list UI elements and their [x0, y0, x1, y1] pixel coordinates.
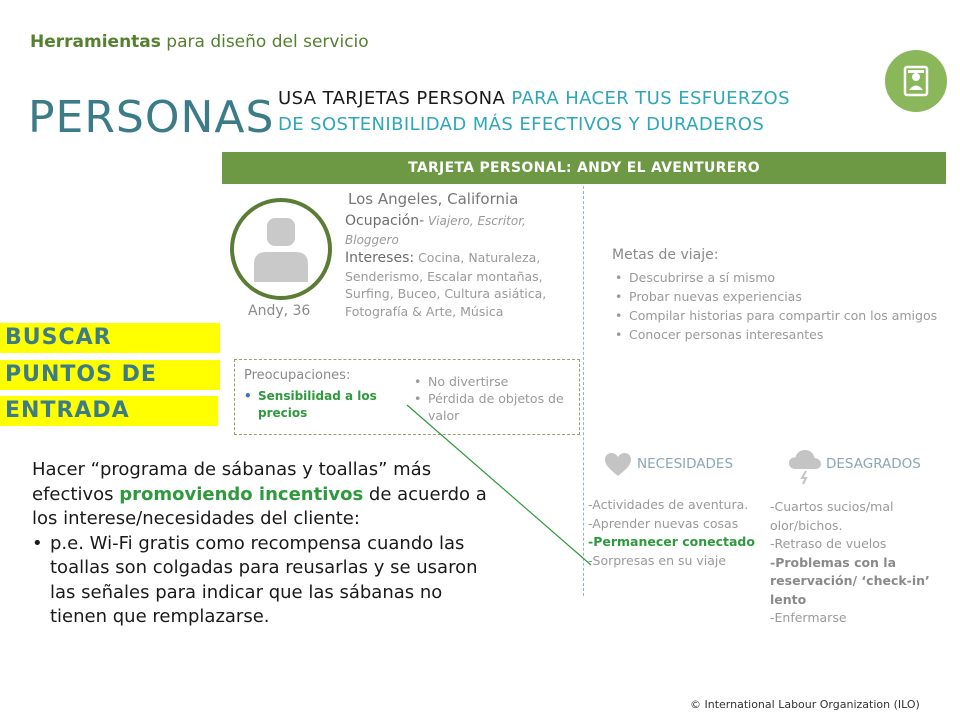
- list-item: • Probar nuevas experiencias: [615, 287, 950, 306]
- list-item-highlighted: -Permanecer conectado: [588, 534, 755, 549]
- list-item: -Cuartos sucios/mal olor/bichos.: [770, 499, 894, 533]
- body-bullet-list: [32, 532, 492, 630]
- persona-name-age: Andy, 36: [248, 303, 311, 319]
- goals-title: Metas de viaje:: [612, 247, 719, 263]
- dislikes-title: DESAGRADOS: [826, 456, 921, 472]
- interests-label: Intereses:: [345, 250, 415, 266]
- highlight-puntos-de: PUNTOS DE: [0, 360, 220, 390]
- list-item: • Pérdida de objetos de valor: [414, 390, 582, 424]
- occupation-label: Ocupación-: [345, 213, 425, 229]
- page-title: PERSONAS: [28, 92, 275, 143]
- body-text-highlight: promoviendo incentivos: [119, 483, 364, 505]
- highlight-entrada: ENTRADA: [0, 396, 218, 426]
- list-item: • Compilar historias para compartir con los amigos: [615, 306, 950, 325]
- list-item: • No divertirse: [414, 373, 582, 390]
- occupation-value: Viajero, Escritor, Bloggero: [345, 214, 526, 247]
- persona-card-banner: TARJETA PERSONAL: ANDY EL AVENTURERO: [222, 152, 946, 184]
- kicker-rest: para diseño del servicio: [160, 32, 369, 52]
- list-item: -Actividades de aventura.: [588, 497, 749, 512]
- list-item: • Descubrirse a sí mismo: [615, 268, 950, 287]
- list-item: • p.e. Wi-Fi gratis como recompensa cuando las toallas son colgadas para reusarlas y se usaron las señales para indicar que las sábanas no tienen que remplazarse.: [32, 532, 492, 630]
- list-item: -Aprender nuevas cosas: [588, 515, 739, 531]
- interests-value: Cocina, Naturaleza, Senderismo, Escalar montañas, Surfing, Buceo, Cultura asiática, Fotografía & Arte, Música: [345, 250, 547, 319]
- list-item: • Conocer personas interesantes: [615, 325, 950, 344]
- needs-title: NECESIDADES: [637, 456, 734, 472]
- list-item-bold: -Problemas con la reservación/ ‘check-in’ lento: [770, 554, 930, 607]
- list-item: -Retraso de vuelos: [770, 536, 887, 551]
- persona-location: Los Angeles, California: [348, 190, 519, 208]
- body-text: [32, 458, 492, 630]
- body-text-a: Hacer “programa de sábanas y toallas” más efectivos: [32, 459, 432, 505]
- body-text-c: de acuerdo a los interese/necesidades del cliente:: [32, 483, 487, 529]
- list-item: -Enfermarse: [770, 610, 847, 625]
- headline-part-2: PARA HACER TUS ESFUERZOS: [511, 88, 790, 109]
- copyright-footer: © International Labour Organization (ILO): [690, 698, 920, 711]
- list-item: -Sorpresas en su viaje: [588, 552, 727, 568]
- kicker-bold: Herramientas: [30, 32, 161, 52]
- concerns-title: Preocupaciones:: [244, 368, 351, 383]
- headline-part-3: DE SOSTENIBILIDAD MÁS EFECTIVOS Y DURADEROS: [278, 114, 765, 135]
- highlight-buscar: BUSCAR: [0, 323, 220, 353]
- headline-part-1: USA TARJETAS PERSONA: [278, 88, 512, 109]
- list-item: • Sensibilidad a los precios: [244, 388, 409, 422]
